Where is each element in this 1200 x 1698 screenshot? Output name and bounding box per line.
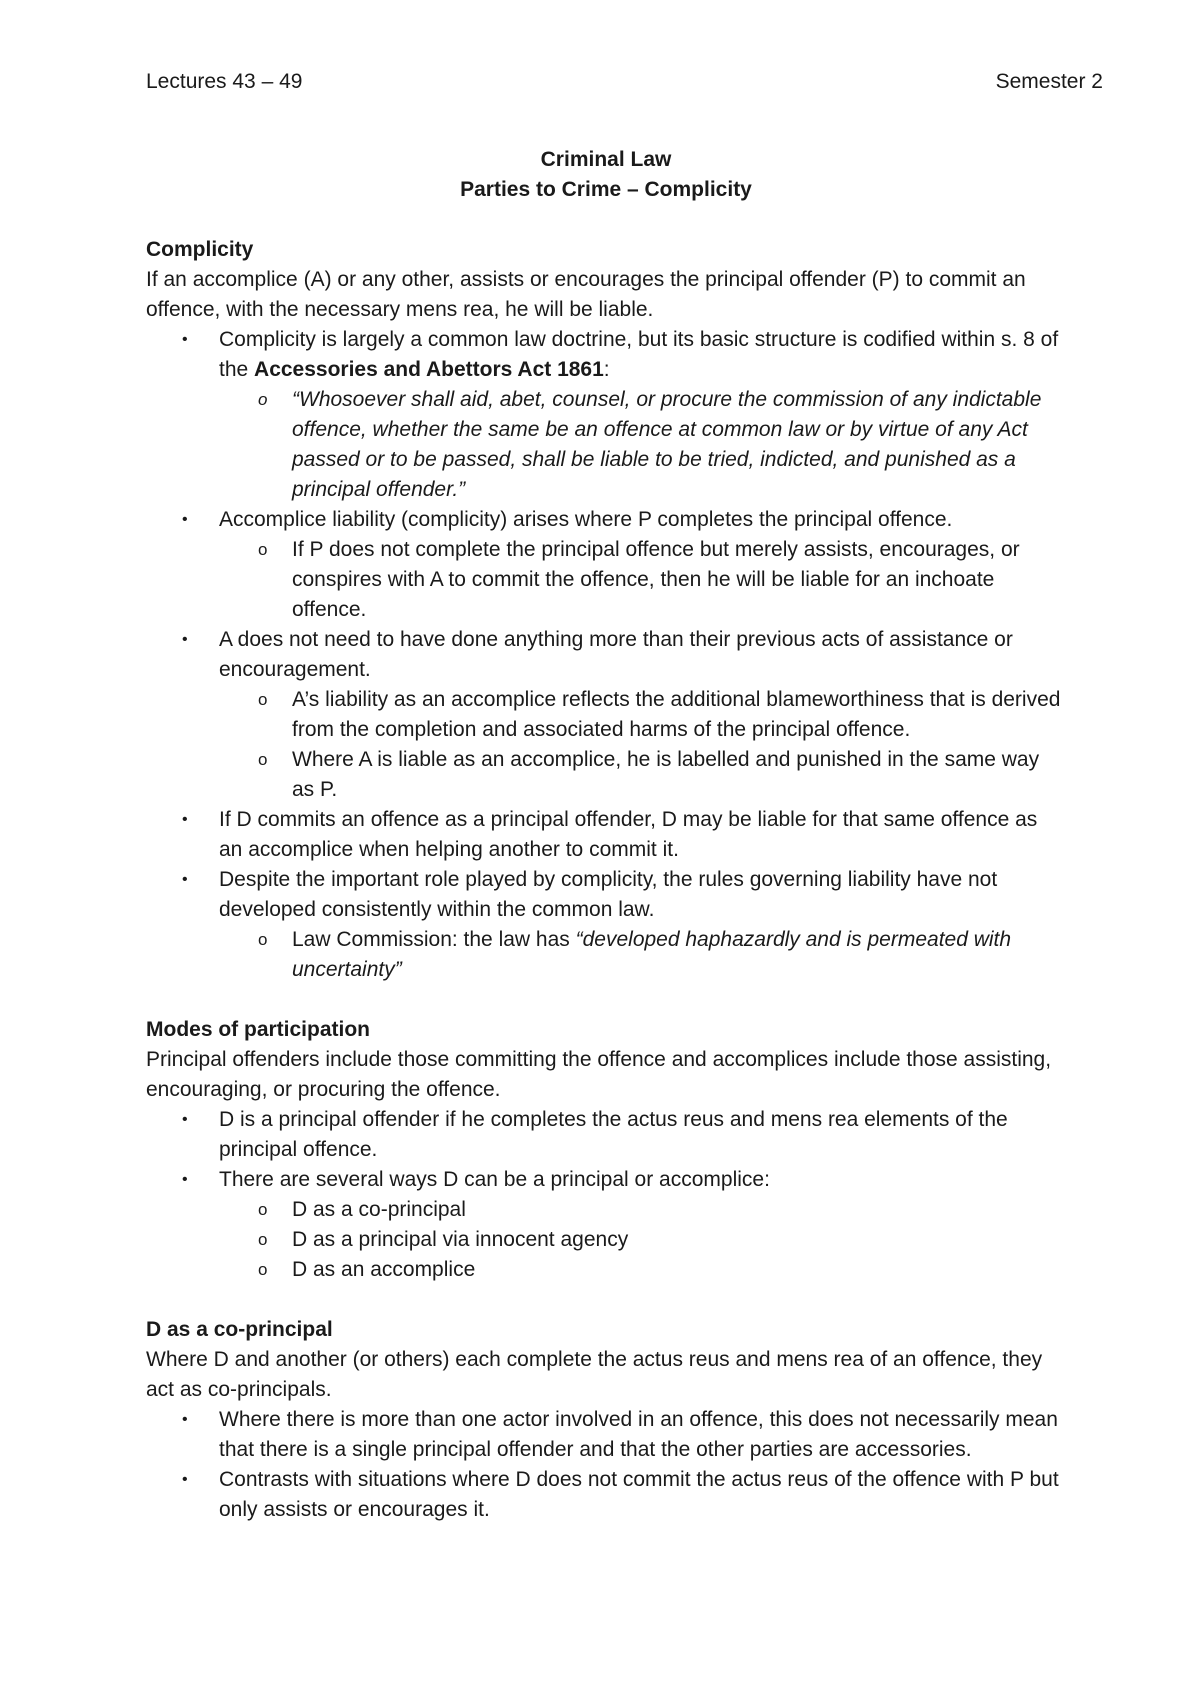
sub-list-item: o D as a co-principal	[146, 1195, 1066, 1225]
sub-marker: o	[258, 1200, 268, 1219]
sub-list-item	[146, 385, 1066, 505]
bullet-marker: •	[182, 1471, 188, 1488]
bullet-marker: •	[182, 511, 188, 528]
section-heading-modes: Modes of participation	[146, 1018, 371, 1041]
sub-list-item: o Law Commission: the law has “developed haphazardly and is permeated with uncertainty”	[146, 925, 1066, 985]
list-item: • If D commits an offence as a principal offender, D may be liable for that same offence as an accomplice when helping another to commit it.	[146, 805, 1066, 865]
law-commission-quote: “developed haphazardly and is permeated with uncertainty”	[292, 928, 1012, 981]
sub-list-item: o Where A is liable as an accomplice, he is labelled and punished in the same way as P.	[146, 745, 1066, 805]
bullet-list-modes	[146, 1105, 1066, 1285]
section-intro-co-principal: Where D and another (or others) each complete the actus reus and mens rea of an offence, they act as co-principals.	[146, 1348, 1043, 1401]
statute-name: Accessories and Abettors Act 1861	[254, 358, 604, 381]
list-item: • Despite the important role played by complicity, the rules governing liability have not developed consistently within the common law.	[146, 865, 1066, 925]
list-item: • A does not need to have done anything more than their previous acts of assistance or encouragement.	[146, 625, 1066, 685]
sub-list-item: o If P does not complete the principal offence but merely assists, encourages, or conspires with A to commit the offence, then he will be liable for an inchoate offence.	[146, 535, 1066, 625]
sub-marker: o	[258, 750, 268, 769]
section-intro-modes: Principal offenders include those committing the offence and accomplices include those assisting, encouraging, or procuring the offence.	[146, 1048, 1052, 1101]
header-lectures: Lectures 43 – 49	[146, 70, 303, 93]
list-item: • Accomplice liability (complicity) arises where P completes the principal offence.	[146, 505, 1066, 535]
list-item: • There are several ways D can be a principal or accomplice:	[146, 1165, 1066, 1195]
bullet-marker: •	[182, 331, 188, 348]
sub-marker: o	[258, 930, 268, 949]
bullet-list-co-principal	[146, 1405, 1066, 1525]
section-heading-complicity: Complicity	[146, 238, 254, 261]
sub-list-item: o A’s liability as an accomplice reflects the additional blameworthiness that is derived from the completion and associated harms of the principal offence.	[146, 685, 1066, 745]
bullet-marker: •	[182, 631, 188, 648]
sub-list-item: o D as an accomplice	[146, 1255, 1066, 1285]
sub-marker: o	[258, 1260, 268, 1279]
bullet-marker: •	[182, 1111, 188, 1128]
bullet-marker: •	[182, 1411, 188, 1428]
bullet-list-complicity	[146, 325, 1066, 985]
list-item: • Where there is more than one actor involved in an offence, this does not necessarily mean that there is a single principal offender and that the other parties are accessories.	[146, 1405, 1066, 1465]
list-item: • Contrasts with situations where D does not commit the actus reus of the offence with P but only assists or encourages it.	[146, 1465, 1066, 1525]
section-intro-complicity: If an accomplice (A) or any other, assists or encourages the principal offender (P) to commit an offence, with the necessary mens rea, he will be liable.	[146, 268, 1026, 321]
bullet-marker: •	[182, 1171, 188, 1188]
document-title: Criminal Law	[540, 148, 672, 171]
sub-marker: o	[258, 540, 268, 559]
statute-quote: “Whosoever shall aid, abet, counsel, or procure the commission of any indictable offence, whether the same be an offence at common law or by virtue of any Act passed or to be passed, shall be liable to be tried, indicted, and punished as a principal offender.”	[292, 388, 1042, 501]
bullet-marker: •	[182, 811, 188, 828]
header-semester: Semester 2	[995, 70, 1103, 93]
sub-list-item: o D as a principal via innocent agency	[146, 1225, 1066, 1255]
sub-marker: o	[258, 690, 268, 709]
sub-marker: o	[258, 390, 268, 409]
section-heading-co-principal: D as a co-principal	[146, 1318, 333, 1341]
document-subtitle: Parties to Crime – Complicity	[460, 178, 752, 201]
list-item: • D is a principal offender if he completes the actus reus and mens rea elements of the principal offence.	[146, 1105, 1066, 1165]
sub-marker: o	[258, 1230, 268, 1249]
bullet-marker: •	[182, 871, 188, 888]
list-item: • Complicity is largely a common law doctrine, but its basic structure is codified within s. 8 of the Accessories and Abettors Act 1861:	[146, 325, 1066, 385]
document-body	[146, 145, 1066, 1525]
